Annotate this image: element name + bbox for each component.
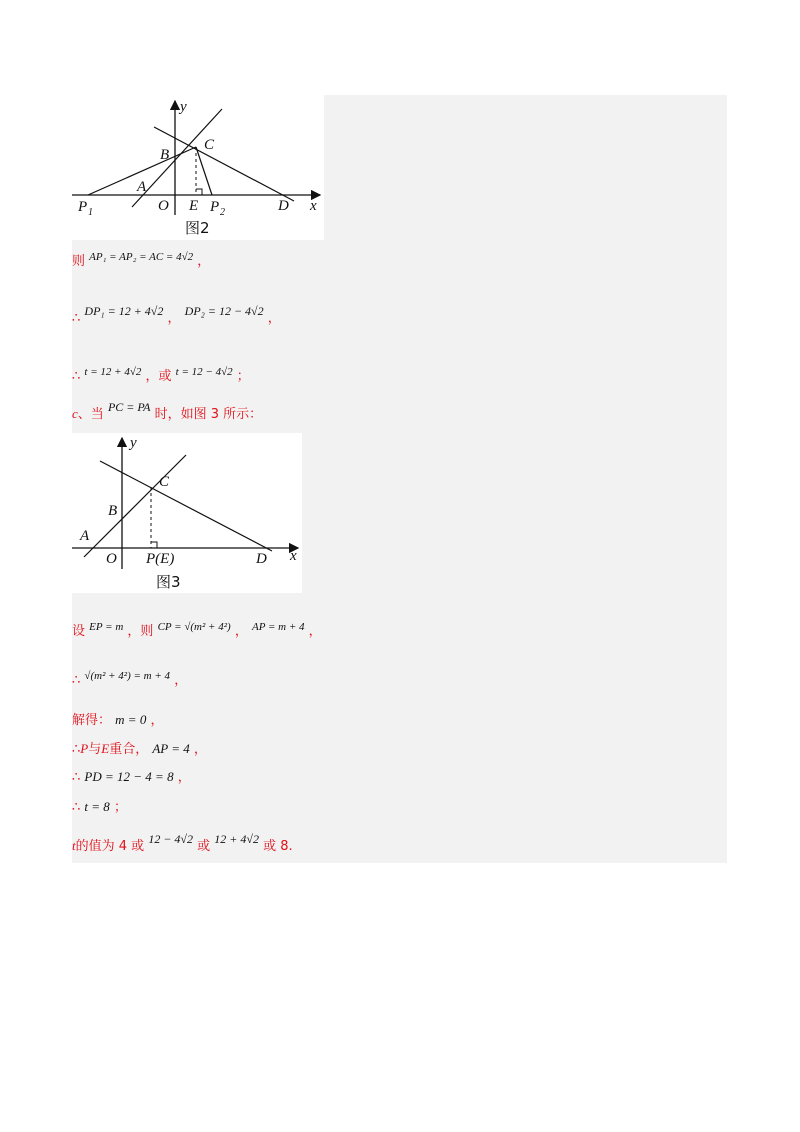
label-p1: P [78, 199, 88, 215]
l9-prefix: ∴ [72, 770, 81, 785]
l2-suffix: ， [267, 311, 281, 326]
line-cd [100, 461, 272, 551]
l9-math: PD = 12 − 4 = 8 [84, 769, 174, 784]
l2-math-b: DP₂ = 12 − 4√2 [184, 304, 264, 318]
l7-text: 解得： [72, 713, 112, 728]
l6-prefix: ∴ [72, 673, 81, 688]
line-8 [72, 738, 207, 757]
document-content [72, 95, 727, 863]
l1-prefix: 则 [72, 254, 86, 269]
figure-3 [72, 433, 302, 593]
line-7 [72, 709, 163, 728]
l1-suffix: ， [197, 254, 211, 269]
l8-text: 重合， [109, 742, 149, 757]
l2-prefix: ∴ [72, 311, 81, 326]
l3-math-a: t = 12 + 4√2 [84, 366, 142, 378]
l11-t: t [72, 838, 76, 853]
l10-prefix: ∴ [72, 800, 81, 815]
l2-sep: ， [167, 311, 181, 326]
l9-suffix: ， [177, 770, 191, 785]
l8-math: AP = 4 [152, 741, 190, 756]
l8-e: E [101, 741, 110, 756]
line-1 [72, 250, 210, 269]
line-6 [72, 669, 187, 688]
label-o: O [158, 198, 169, 214]
label-b: B [160, 147, 170, 163]
l10-math: t = 8 [84, 799, 110, 814]
l8-suffix: ， [193, 742, 207, 757]
line-11 [72, 832, 293, 854]
l11-math-b: 12 + 4√2 [214, 832, 259, 846]
l3-sep: ，或 [145, 369, 172, 384]
figure-2-caption: 图2 [185, 219, 210, 237]
label-p1-sub: 1 [88, 207, 93, 218]
l11-text1: 的值为 4 或 [75, 839, 145, 854]
figure-3-diagram [72, 433, 302, 593]
l11-text2: 或 [197, 839, 211, 854]
label-p2: P [210, 199, 220, 215]
label-a: A [137, 179, 147, 195]
line-4 [72, 400, 263, 422]
label-e: E [189, 198, 199, 214]
l4-text2: 时，如图 3 所示： [154, 407, 263, 422]
label-y: y [130, 435, 137, 451]
figure-3-caption: 图3 [156, 573, 181, 591]
l3-math-b: t = 12 − 4√2 [175, 366, 233, 378]
l7-math: m = 0 [115, 712, 147, 727]
figure-2-diagram [72, 95, 324, 240]
line-3 [72, 365, 250, 384]
label-x: x [310, 198, 317, 214]
figure-2 [72, 95, 324, 240]
l5-prefix: 设 [72, 624, 86, 639]
label-b: B [108, 503, 118, 519]
l3-prefix: ∴ [72, 369, 81, 384]
l5-math-b: CP = √(m² + 4²) [157, 621, 231, 633]
segment-cp2 [196, 147, 212, 195]
label-pe: P(E) [146, 551, 175, 567]
label-c: C [204, 137, 215, 153]
line-9 [72, 766, 191, 785]
line-10 [72, 796, 127, 815]
l5-mid: ，则 [127, 624, 154, 639]
l2-math-a: DP₁ = 12 + 4√2 [84, 304, 164, 318]
label-x: x [290, 548, 297, 564]
label-y: y [180, 99, 187, 115]
l4-c: c [72, 406, 78, 421]
line-2 [72, 304, 281, 326]
l6-suffix: ， [174, 673, 188, 688]
l8-prefix: ∴ [72, 742, 81, 757]
l5-suffix: ， [308, 624, 322, 639]
l5-math-c: AP = m + 4 [251, 621, 305, 633]
line-ac [84, 455, 186, 557]
l5-math-a: EP = m [89, 621, 124, 633]
l1-math: AP₁ = AP₂ = AC = 4√2 [89, 251, 194, 263]
l6-math: √(m² + 4²) = m + 4 [84, 670, 171, 682]
right-angle-mark [151, 542, 157, 548]
l8-mid: 与 [88, 742, 102, 757]
l11-text3: 或 8. [263, 839, 293, 854]
label-d: D [256, 551, 267, 567]
line-5 [72, 620, 322, 639]
right-angle-mark [196, 189, 202, 195]
l10-suffix: ； [113, 800, 127, 815]
l4-math: PC = PA [107, 400, 151, 414]
l5-sep: ， [234, 624, 248, 639]
l11-math-a: 12 − 4√2 [148, 832, 193, 846]
l3-suffix: ； [236, 369, 250, 384]
label-o: O [106, 551, 117, 567]
l4-text1: 、当 [77, 407, 104, 422]
label-c: C [159, 474, 170, 490]
l8-p: P [80, 741, 89, 756]
l7-suffix: ， [150, 713, 164, 728]
label-p2-sub: 2 [220, 207, 225, 218]
label-a: A [80, 528, 90, 544]
label-d: D [278, 198, 289, 214]
